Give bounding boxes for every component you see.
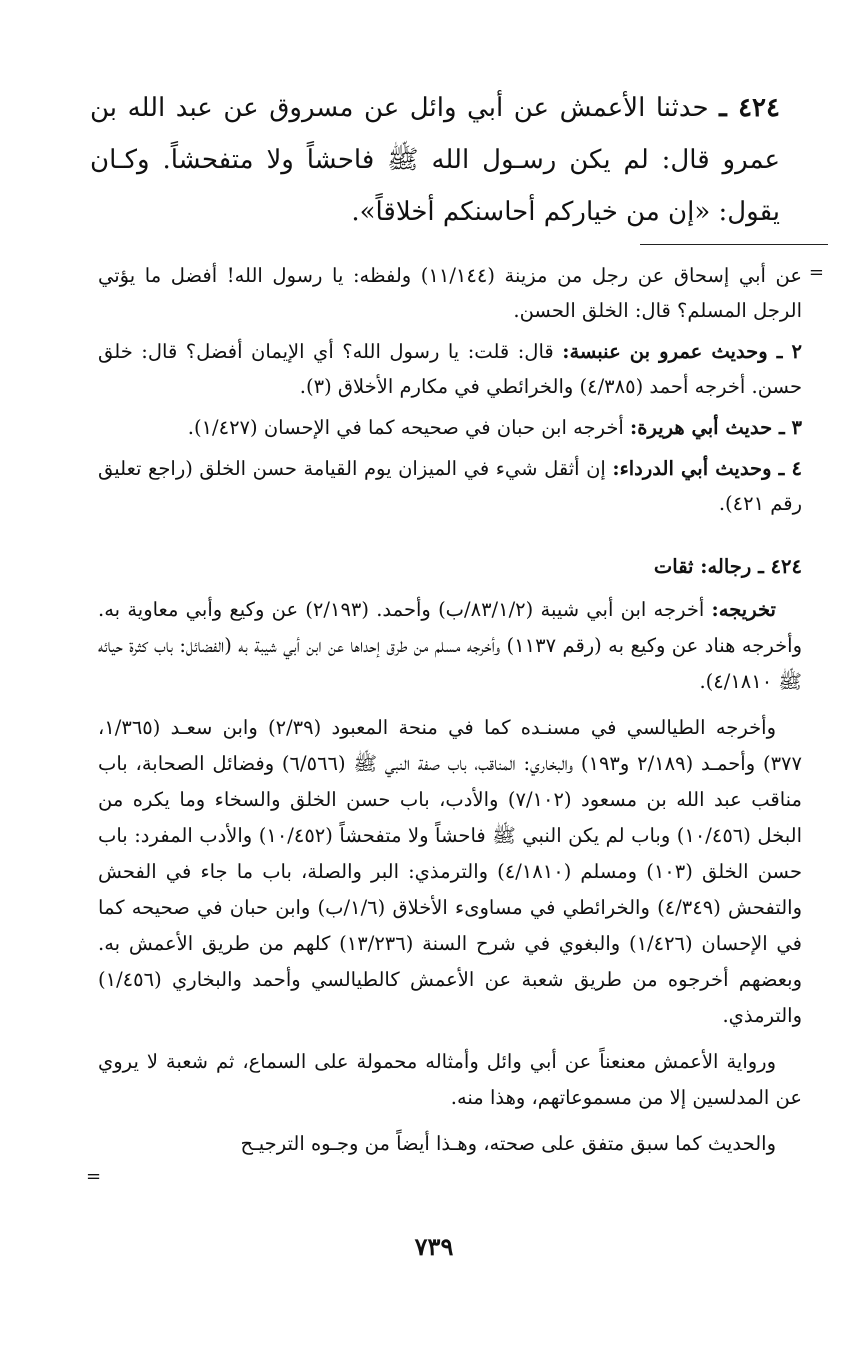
commentary-paragraph: وأخرجه الطيالسي في مسنـده كما في منحة المعبود (٢/٣٩) وابن سعـد (١/٣٦٥، ٣٧٧) وأحمـد (٢/١٨٩ و١٩٣) والبخاري: المناقب، باب صفة النبي ﷺ (٦/٥٦٦) وفضائل الصحابة، باب مناقب عبد الله بن مسعود (٧/١٠٢) والأدب، باب حسن الخلق والسخاء وما يكره من البخل (١٠/٤٥٦) وباب لم يكن النبي ﷺ فاحشاً ولا متفحشاً (١٠/٤٥٢) والأدب المفرد: باب حسن الخلق (١٠٣) ومسلم (٤/١٨١٠) والترمذي: البر والصلة، باب ما جاء في الفحش والتفحش (٤/٣٤٩) والخرائطي في مساوىء الأخلاق (١/٦/ب) وابن حبان في صحيحه كما في الإحسان (١/٤٢٦) والبغوي في شرح السنة (١٣/٢٣٦) كلهم من طريق الأعمش به. وبعضهم أخرجوه من طريق شعبة عن الأعمش كالطيالسي وأحمد والبخاري (١/٤٥٦) والترمذي. xyxy=(98,716,803,1027)
footnote-label: ٢ ـ وحديث عمرو بن عنبسة: xyxy=(562,340,803,363)
commentary-heading: ٤٢٤ ـ رجاله: ثقات xyxy=(653,555,802,578)
footnote-item xyxy=(98,410,802,445)
footnote-item xyxy=(98,258,802,328)
continuation-mark: = xyxy=(86,1166,102,1187)
takhrij-text: أخرجه ابن أبي شيبة (٨٣/١/٢/ب) وأحمد. (٢/١٩٣) عن وكيع وأبي معاوية به. وأخرجه هناد عن وكيع به (رقم ١١٣٧) وأخرجه مسلم من طرق إحداها عن ابن أبي شيبة به (الفضائل: باب كثرة حيائه ﷺ ٤/١٨١٠). xyxy=(98,598,803,693)
takhrij-label: تخريجه: xyxy=(711,598,776,621)
footnote-item xyxy=(98,334,802,404)
footnote-text: قال: قلت: يا رسول الله؟ أي الإيمان أفضل؟ قال: خلق حسن. أخرجه أحمد (٤/٣٨٥) والخرائطي في مكارم الأخلاق (٣). xyxy=(98,340,802,398)
footnote-item xyxy=(98,451,802,521)
footnote-text: إن أثقل شيء في الميزان يوم القيامة حسن الخلق (راجع تعليق رقم ٤٢١). xyxy=(98,457,802,515)
hadith-text-block xyxy=(90,82,780,238)
footnote-text: أخرجه ابن حبان في صحيحه كما في الإحسان (١/٤٢٧). xyxy=(187,416,631,439)
takhrij-paragraph xyxy=(98,592,802,700)
page-number: ٧٣٩ xyxy=(414,1232,454,1261)
footnotes-block xyxy=(98,258,802,527)
commentary-paragraph: والحديث كما سبق متفق على صحته، وهـذا أيضاً من وجـوه الترجيـح xyxy=(240,1132,776,1155)
footnote-label: ٣ ـ حديث أبي هريرة: xyxy=(630,416,802,439)
commentary-paragraph: ورواية الأعمش معنعناً عن أبي وائل وأمثاله محمولة على السماع، ثم شعبة لا يروي عن المدلسين إلا من مسموعاتهم، وهذا منه. xyxy=(98,1050,802,1109)
hadith-body: حدثنا الأعمش عن أبي وائل عن مسروق عن عبد الله بن عمرو قال: لم يكن رسـول الله ﷺ فاحشاً ولا متفحشاً. وكـان يقول: «إن من خياركم أحاسنكم أخلاقاً». xyxy=(90,93,780,227)
commentary-block xyxy=(98,550,802,1172)
hadith-number: ٤٢٤ ـ xyxy=(719,93,780,123)
footnote-text: عن أبي إسحاق عن رجل من مزينة (١١/١٤٤) ولفظه: يا رسول الله! أفضل ما يؤتي الرجل المسلم؟ قال: الخلق الحسن. xyxy=(98,264,802,322)
footnote-separator xyxy=(640,244,828,245)
footnote-label: ٤ ـ وحديث أبي الدرداء: xyxy=(612,457,802,480)
footnote-continuation-mark: = xyxy=(808,262,824,283)
